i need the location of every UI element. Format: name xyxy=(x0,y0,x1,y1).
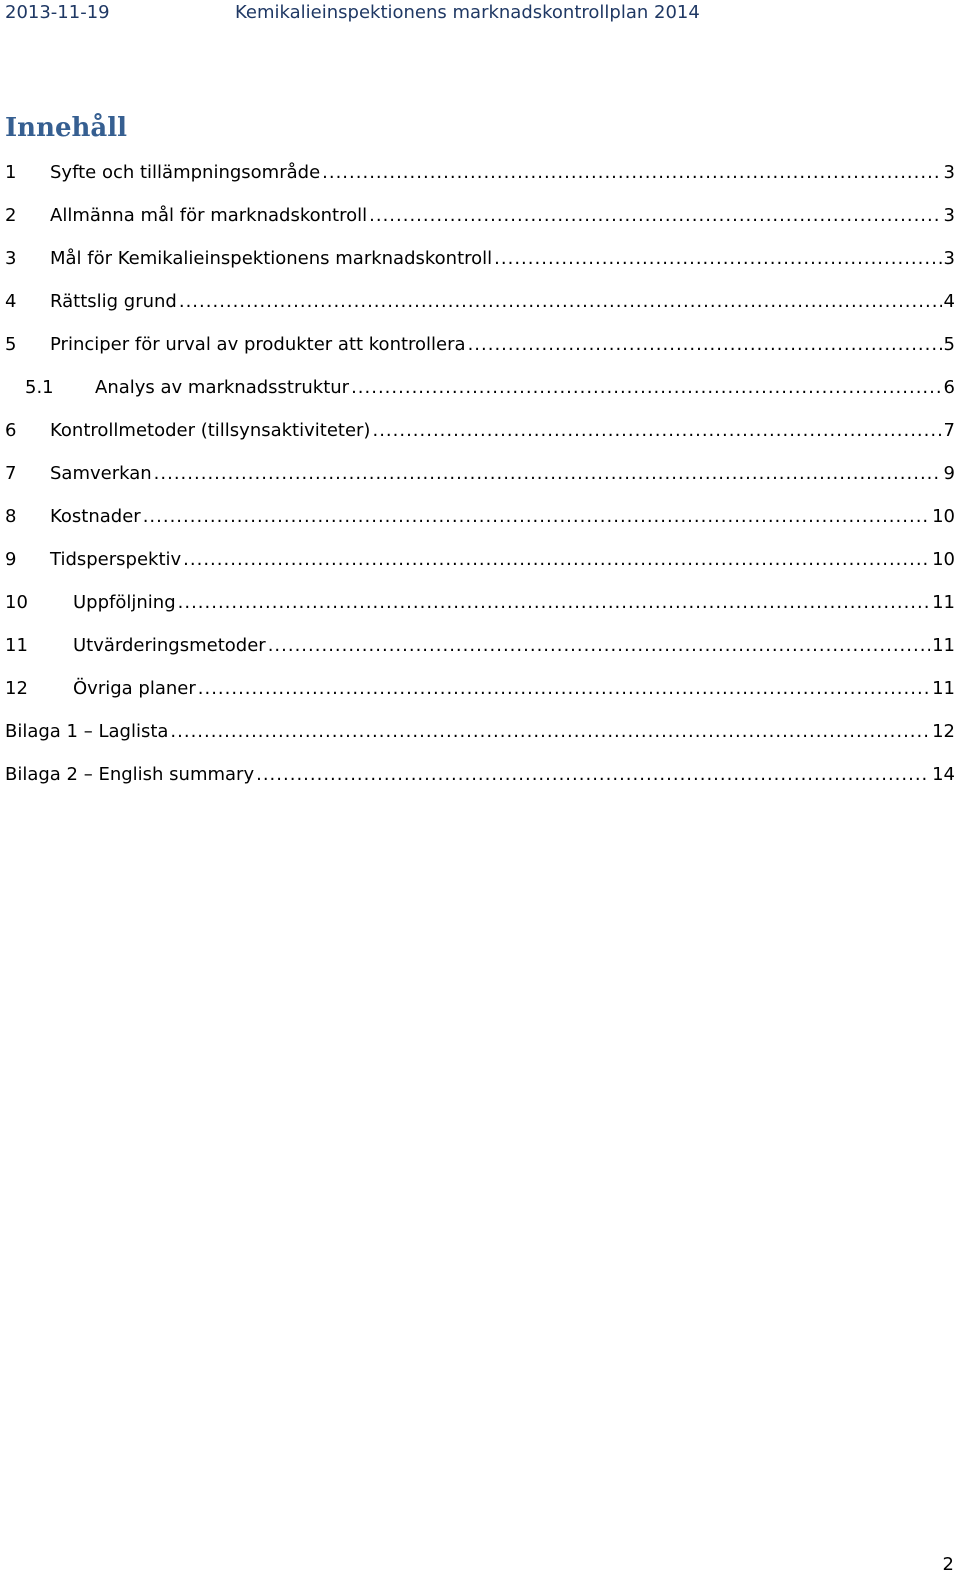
toc-entry-label: Kostnader xyxy=(50,506,141,527)
toc-entry-page: 7 xyxy=(943,420,955,441)
toc-entry-page: 5 xyxy=(943,334,955,355)
toc-entry-label: Samverkan xyxy=(50,463,152,484)
toc-dot-leader xyxy=(154,461,942,487)
toc-dot-leader xyxy=(256,762,930,788)
toc-appendix-entry[interactable] xyxy=(5,762,955,805)
toc-entry-number: 5.1 xyxy=(25,377,54,398)
toc-dot-leader xyxy=(494,246,941,272)
header-date: 2013-11-19 xyxy=(5,2,110,23)
toc-entry-page: 10 xyxy=(932,549,955,570)
toc-entry[interactable] xyxy=(5,246,955,289)
toc-appendix-entry[interactable] xyxy=(5,719,955,762)
toc-entry-page: 14 xyxy=(932,764,955,785)
toc-entry-label: Mål för Kemikalieinspektionens marknadskontroll xyxy=(50,248,493,269)
toc-entry-label: Utvärderingsmetoder xyxy=(73,635,266,656)
toc-entry-number: 6 xyxy=(5,420,17,441)
toc-entry-page: 11 xyxy=(932,635,955,656)
toc-dot-leader xyxy=(198,676,930,702)
toc-entry-number: 1 xyxy=(5,162,17,183)
table-of-contents xyxy=(5,160,955,805)
toc-dot-leader xyxy=(143,504,930,530)
toc-entry-label: Tidsperspektiv xyxy=(50,549,182,570)
toc-entry-label: Analys av marknadsstruktur xyxy=(95,377,350,398)
toc-entry-label: Bilaga 1 – Laglista xyxy=(5,721,169,742)
toc-entry-label: Allmänna mål för marknadskontroll xyxy=(50,205,368,226)
toc-entry[interactable] xyxy=(5,332,955,375)
page-header xyxy=(5,0,955,26)
toc-entry-label: Bilaga 2 – English summary xyxy=(5,764,255,785)
toc-entry-number: 11 xyxy=(5,635,28,656)
toc-entry[interactable] xyxy=(5,289,955,332)
toc-dot-leader xyxy=(322,160,941,186)
toc-heading: Innehåll xyxy=(5,113,128,143)
toc-entry[interactable] xyxy=(5,633,955,676)
toc-dot-leader xyxy=(268,633,930,659)
toc-subentry[interactable] xyxy=(5,375,955,418)
toc-entry-number: 7 xyxy=(5,463,17,484)
toc-entry[interactable] xyxy=(5,461,955,504)
toc-entry-label: Principer för urval av produkter att kontrollera xyxy=(50,334,466,355)
toc-dot-leader xyxy=(468,332,942,358)
toc-entry-number: 12 xyxy=(5,678,28,699)
toc-dot-leader xyxy=(351,375,941,401)
toc-entry-page: 6 xyxy=(943,377,955,398)
toc-entry-number: 9 xyxy=(5,549,17,570)
toc-entry-number: 4 xyxy=(5,291,17,312)
toc-dot-leader xyxy=(372,418,941,444)
toc-dot-leader xyxy=(369,203,941,229)
toc-dot-leader xyxy=(179,289,942,315)
toc-entry[interactable] xyxy=(5,590,955,633)
toc-entry-page: 3 xyxy=(943,162,955,183)
toc-entry-page: 3 xyxy=(943,248,955,269)
toc-dot-leader xyxy=(183,547,930,573)
toc-entry-page: 4 xyxy=(943,291,955,312)
toc-entry-label: Rättslig grund xyxy=(50,291,177,312)
toc-entry-number: 8 xyxy=(5,506,17,527)
toc-dot-leader xyxy=(170,719,930,745)
page-number: 2 xyxy=(942,1554,954,1575)
toc-entry-page: 9 xyxy=(943,463,955,484)
toc-entry-page: 11 xyxy=(932,592,955,613)
toc-entry-page: 11 xyxy=(932,678,955,699)
toc-entry-number: 2 xyxy=(5,205,17,226)
toc-entry[interactable] xyxy=(5,676,955,719)
toc-entry[interactable] xyxy=(5,203,955,246)
toc-entry-page: 3 xyxy=(943,205,955,226)
toc-entry-page: 10 xyxy=(932,506,955,527)
toc-dot-leader xyxy=(178,590,930,616)
toc-entry-label: Kontrollmetoder (tillsynsaktiviteter) xyxy=(50,420,371,441)
toc-entry[interactable] xyxy=(5,547,955,590)
toc-entry-number: 5 xyxy=(5,334,17,355)
toc-entry-label: Syfte och tillämpningsområde xyxy=(50,162,321,183)
toc-entry-number: 10 xyxy=(5,592,28,613)
toc-entry[interactable] xyxy=(5,504,955,547)
toc-entry[interactable] xyxy=(5,160,955,203)
header-document-title: Kemikalieinspektionens marknadskontrollplan 2014 xyxy=(235,2,700,23)
toc-entry[interactable] xyxy=(5,418,955,461)
toc-entry-label: Uppföljning xyxy=(73,592,176,613)
toc-entry-number: 3 xyxy=(5,248,17,269)
toc-entry-page: 12 xyxy=(932,721,955,742)
toc-entry-label: Övriga planer xyxy=(73,678,196,699)
